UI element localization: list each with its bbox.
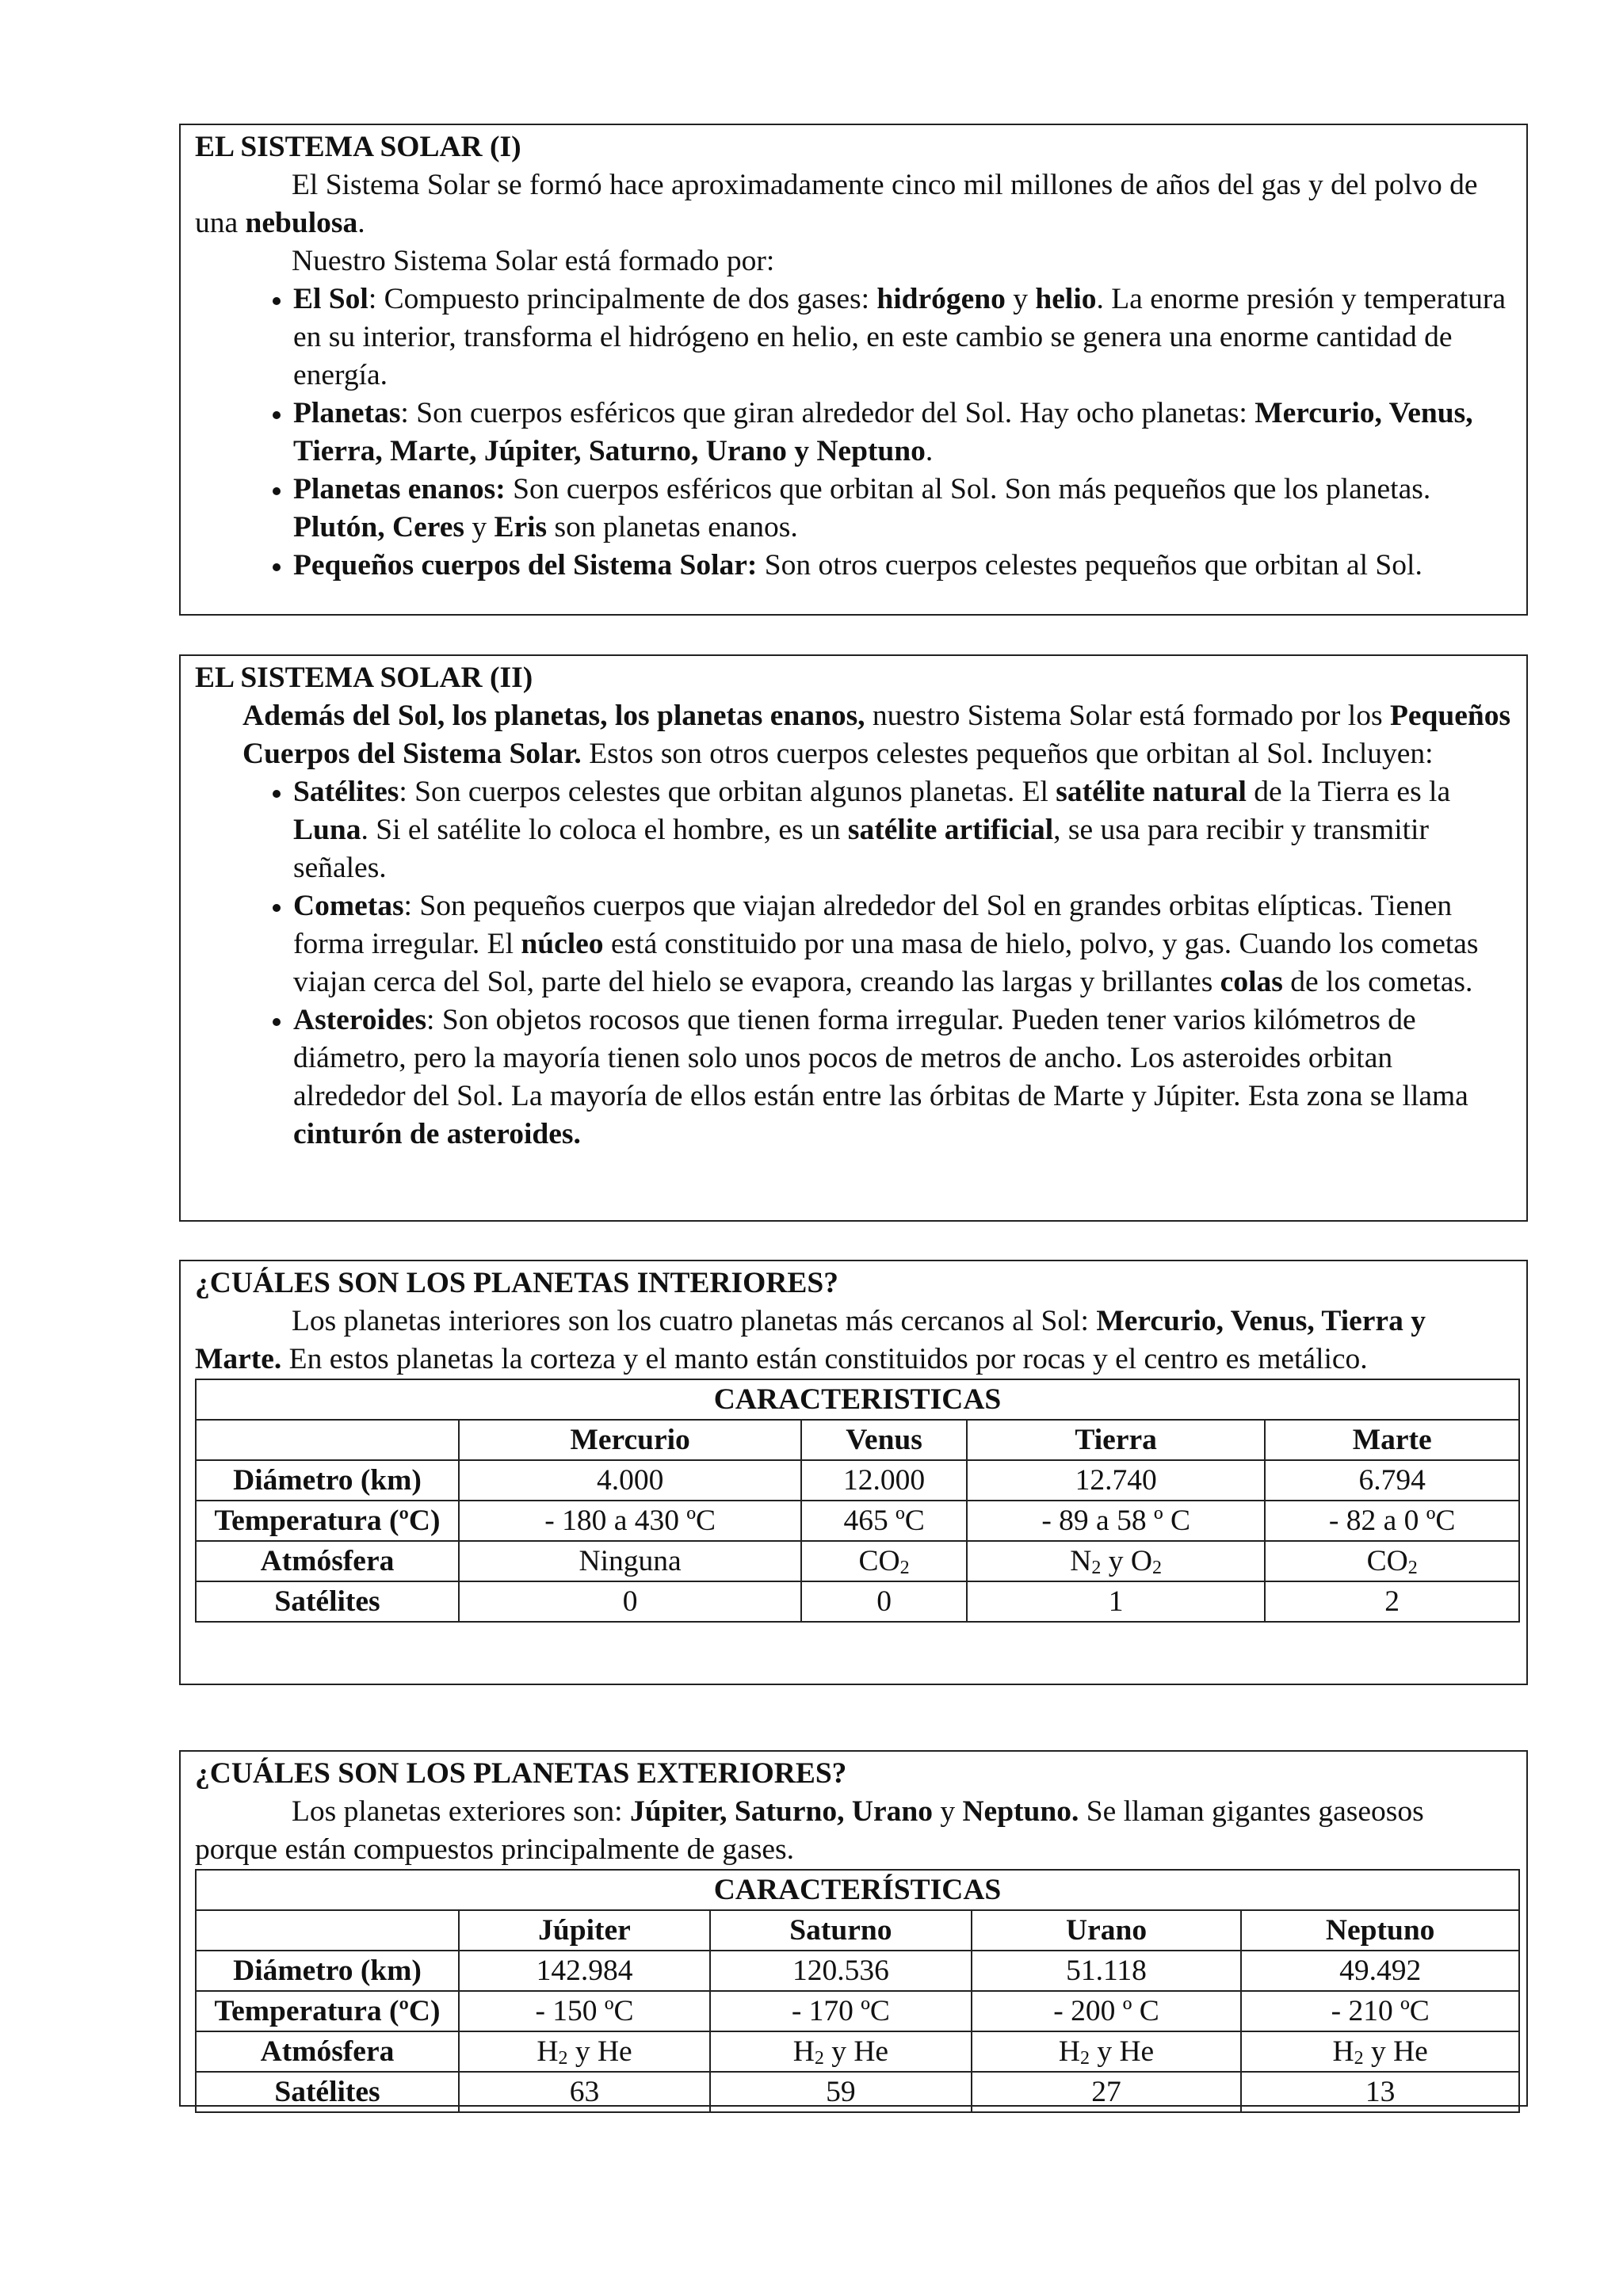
list-item: [293, 887, 1512, 1001]
text: .: [357, 207, 365, 239]
text: : Compuesto principalmente de dos gases:: [368, 283, 877, 315]
table-cell: 4.000: [459, 1460, 801, 1501]
characteristics-table: [195, 1869, 1520, 2113]
bold-text: Luna: [293, 814, 361, 846]
text: y He: [823, 2035, 889, 2068]
row-header: Temperatura (ºC): [196, 1501, 459, 1541]
text: y He: [1089, 2035, 1155, 2068]
row-header: Atmósfera: [196, 2031, 459, 2072]
bold-text: Mercurio, Venus, Tierra y Marte.: [195, 1305, 1426, 1375]
formula: H: [1058, 2035, 1080, 2068]
table-cell: 51.118: [972, 1951, 1242, 1991]
section-sistema-solar-1: [179, 124, 1528, 616]
text: son planetas enanos.: [547, 511, 798, 543]
subscript: 2: [1079, 2047, 1090, 2069]
row-header: Temperatura (ºC): [196, 1991, 459, 2031]
text: y He: [567, 2035, 632, 2068]
bold-text: Plutón, Ceres: [293, 511, 464, 543]
text: y: [464, 511, 495, 543]
list-item: [293, 395, 1512, 471]
formula: N: [1070, 1544, 1092, 1577]
section-sistema-solar-2: [179, 654, 1528, 1222]
table-cell: 6.794: [1265, 1460, 1519, 1501]
table-cell: 13: [1241, 2072, 1519, 2112]
table-cell: [459, 2031, 710, 2072]
subscript: 2: [558, 2047, 568, 2069]
table-cell: 12.000: [801, 1460, 967, 1501]
table-cell: 27: [972, 2072, 1242, 2112]
text: , se usa para recibir y transmitir señales.: [293, 814, 1429, 884]
bold-text: Pequeños Cuerpos del Sistema Solar.: [242, 700, 1511, 770]
row-header: Satélites: [196, 1581, 459, 1622]
text: Son otros cuerpos celestes pequeños que orbitan al Sol.: [757, 549, 1423, 582]
table-cell: 2: [1265, 1581, 1519, 1622]
table-row: [196, 2072, 1519, 2112]
row-header: Atmósfera: [196, 1541, 459, 1581]
bold-text: cinturón de asteroides.: [293, 1118, 581, 1150]
row-header: Diámetro (km): [196, 1460, 459, 1501]
table-cell: 142.984: [459, 1951, 710, 1991]
table-cell: 49.492: [1241, 1951, 1519, 1991]
list-item: [293, 547, 1512, 585]
section-title: ¿CUÁLES SON LOS PLANETAS INTERIORES?: [195, 1267, 839, 1299]
table-cell: 465 ºC: [801, 1501, 967, 1541]
text: nuestro Sistema Solar está formado por los: [865, 700, 1390, 732]
bold-text: colas: [1220, 966, 1283, 998]
table-title: CARACTERÍSTICAS: [196, 1870, 1519, 1910]
table-cell: - 170 ºC: [710, 1991, 972, 2031]
text: Son cuerpos esféricos que orbitan al Sol. Son más pequeños que los planetas.: [505, 473, 1431, 505]
bold-text: Planetas: [293, 397, 401, 429]
bold-text: Cometas: [293, 890, 404, 922]
subscript: 2: [1407, 1557, 1418, 1578]
text: .: [925, 435, 934, 467]
subscript: 2: [1354, 2047, 1364, 2069]
bold-text: satélite natural: [1056, 776, 1247, 808]
row-header: Diámetro (km): [196, 1951, 459, 1991]
formula: CO: [858, 1544, 900, 1577]
table-cell: Ninguna: [459, 1541, 801, 1581]
text: y He: [1363, 2035, 1428, 2068]
table-cell: - 200 º C: [972, 1991, 1242, 2031]
bold-text: satélite artificial: [847, 814, 1054, 846]
bold-text: Asteroides: [293, 1004, 427, 1036]
formula: H: [792, 2035, 815, 2068]
list-item: [293, 471, 1512, 547]
bold-text: Además del Sol, los planetas, los planetas enanos,: [242, 700, 865, 732]
bold-text: nebulosa: [245, 207, 358, 239]
paragraph: Nuestro Sistema Solar está formado por:: [292, 245, 775, 277]
text: : Son cuerpos celestes que orbitan algunos planetas. El: [399, 776, 1056, 808]
table-cell: [710, 2031, 972, 2072]
table-row: [196, 2031, 1519, 2072]
column-header: Venus: [801, 1420, 967, 1460]
table-cell: - 82 a 0 ºC: [1265, 1501, 1519, 1541]
subscript: 2: [1091, 1557, 1102, 1578]
text: y: [1005, 283, 1036, 315]
table-row: [196, 1951, 1519, 1991]
text: En estos planetas la corteza y el manto están constituidos por rocas y el centro es metálico.: [281, 1343, 1368, 1375]
text: Los planetas interiores son los cuatro planetas más cercanos al Sol:: [292, 1305, 1097, 1337]
table-row: [196, 1581, 1519, 1622]
text: : Son objetos rocosos que tienen forma irregular. Pueden tener varios kilómetros de diámetro, pero la mayoría tienen solo unos pocos de metros de ancho. Los asteroides orbitan alrededor del Sol. La mayoría de ellos están entre las órbitas de Marte y Júpiter. Esta zona se llama: [293, 1004, 1468, 1112]
bullet-list: [195, 280, 1512, 585]
table-cell: - 89 a 58 º C: [967, 1501, 1265, 1541]
text: . Si el satélite lo coloca el hombre, es un: [361, 814, 848, 846]
list-item: [293, 280, 1512, 395]
table-cell: [967, 1541, 1265, 1581]
bold-text: El Sol: [293, 283, 369, 315]
bold-text: núcleo: [521, 928, 604, 960]
table-cell: [1265, 1541, 1519, 1581]
text: y: [1101, 1544, 1131, 1577]
characteristics-table: [195, 1379, 1520, 1623]
bullet-list: [195, 773, 1512, 1154]
paragraph: [195, 1302, 1512, 1379]
table-title-row: [196, 1379, 1519, 1420]
bold-text: Júpiter, Saturno, Urano: [629, 1795, 933, 1828]
column-header: Neptuno: [1241, 1910, 1519, 1951]
section-planetas-exteriores: [179, 1750, 1528, 2107]
column-header: Júpiter: [459, 1910, 710, 1951]
formula: CO: [1366, 1544, 1408, 1577]
bold-text: Planetas enanos:: [293, 473, 506, 505]
table-header-row: [196, 1420, 1519, 1460]
column-header: Urano: [972, 1910, 1242, 1951]
table-cell: 1: [967, 1581, 1265, 1622]
paragraph: [195, 166, 1512, 242]
column-header: Mercurio: [459, 1420, 801, 1460]
table-header-row: [196, 1910, 1519, 1951]
column-header: Saturno: [710, 1910, 972, 1951]
formula: H: [537, 2035, 559, 2068]
table-cell: 120.536: [710, 1951, 972, 1991]
text: Se llaman gigantes gaseosos porque están compuestos principalmente de gases.: [195, 1795, 1424, 1866]
column-header: Tierra: [967, 1420, 1265, 1460]
list-item: [293, 1001, 1512, 1154]
section-planetas-interiores: [179, 1260, 1528, 1685]
table-row: [196, 1460, 1519, 1501]
bold-text: Pequeños cuerpos del Sistema Solar:: [293, 549, 758, 582]
row-header: Satélites: [196, 2072, 459, 2112]
bold-text: Mercurio, Venus, Tierra, Marte, Júpiter, Saturno, Urano y Neptuno: [293, 397, 1473, 467]
bold-text: Satélites: [293, 776, 399, 808]
bold-text: Neptuno.: [962, 1795, 1079, 1828]
table-title: CARACTERISTICAS: [196, 1379, 1519, 1420]
text: : Son pequeños cuerpos que viajan alrededor del Sol en grandes orbitas elípticas. Tienen forma irregular. El: [293, 890, 1453, 960]
table-row: [196, 1541, 1519, 1581]
section-title: EL SISTEMA SOLAR (I): [195, 131, 521, 163]
bold-text: Eris: [494, 511, 548, 543]
text: : Son cuerpos esféricos que giran alrededor del Sol. Hay ocho planetas:: [400, 397, 1255, 429]
table-cell: [1241, 2031, 1519, 2072]
section-title: EL SISTEMA SOLAR (II): [195, 662, 533, 694]
table-row: [196, 1501, 1519, 1541]
empty-cell: [196, 1910, 459, 1951]
paragraph: [195, 1793, 1512, 1869]
table-cell: [801, 1541, 967, 1581]
subscript: 2: [899, 1557, 910, 1578]
text: El Sistema Solar se formó hace aproximadamente cinco mil millones de años del gas y del polvo de una: [195, 169, 1478, 239]
subscript: 2: [1151, 1557, 1162, 1578]
table-title-row: [196, 1870, 1519, 1910]
text: Los planetas exteriores son:: [292, 1795, 630, 1828]
column-header: Marte: [1265, 1420, 1519, 1460]
text: de la Tierra es la: [1246, 776, 1451, 808]
bold-text: helio: [1035, 283, 1097, 315]
table-cell: 0: [459, 1581, 801, 1622]
text: Estos son otros cuerpos celestes pequeños que orbitan al Sol. Incluyen:: [581, 738, 1434, 770]
table-cell: 59: [710, 2072, 972, 2112]
section-title: ¿CUÁLES SON LOS PLANETAS EXTERIORES?: [195, 1757, 847, 1790]
table-cell: [972, 2031, 1242, 2072]
table-cell: 0: [801, 1581, 967, 1622]
text: y: [932, 1795, 963, 1828]
empty-cell: [196, 1420, 459, 1460]
table-cell: - 180 a 430 ºC: [459, 1501, 801, 1541]
paragraph: [195, 697, 1512, 773]
text: . La enorme presión y temperatura en su interior, transforma el hidrógeno en helio, en este cambio se genera una enorme cantidad de energía.: [293, 283, 1506, 391]
table-cell: 63: [459, 2072, 710, 2112]
text: está constituido por una masa de hielo, polvo, y gas. Cuando los cometas viajan cerca del Sol, parte del hielo se evapora, creando las largas y brillantes: [293, 928, 1479, 998]
list-item: [293, 773, 1512, 887]
bold-text: hidrógeno: [876, 283, 1006, 315]
subscript: 2: [814, 2047, 824, 2069]
table-cell: - 150 ºC: [459, 1991, 710, 2031]
table-cell: - 210 ºC: [1241, 1991, 1519, 2031]
table-row: [196, 1991, 1519, 2031]
formula: O: [1130, 1544, 1152, 1577]
table-cell: 12.740: [967, 1460, 1265, 1501]
text: de los cometas.: [1282, 966, 1473, 998]
formula: H: [1332, 2035, 1354, 2068]
